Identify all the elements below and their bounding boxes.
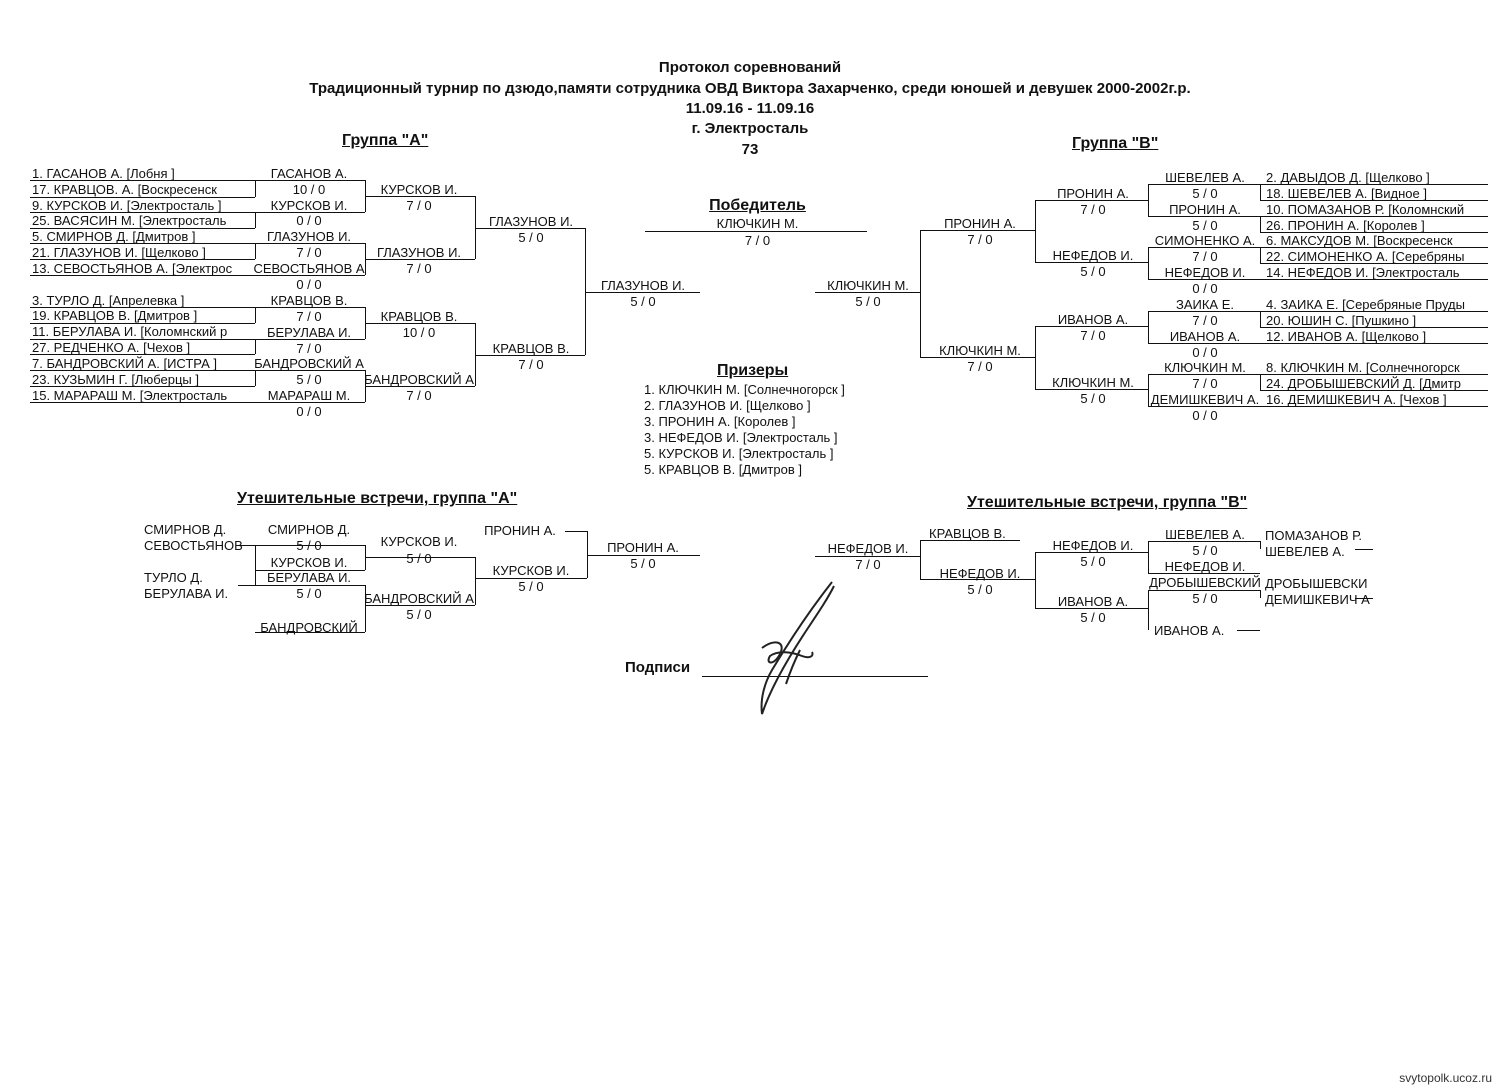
- match-score: 5 / 0: [1192, 218, 1218, 233]
- participant: 20. ЮШИН С. [Пушкино ]: [1266, 313, 1417, 328]
- match-score: 5 / 0: [967, 582, 993, 597]
- group-b-title: Группа "В": [1072, 135, 1159, 152]
- participant: 22. СИМОНЕНКО А. [Серебряны: [1266, 249, 1465, 264]
- match-score: 7 / 0: [1192, 376, 1218, 391]
- participant: 2. ДАВЫДОВ Д. [Щелково ]: [1266, 170, 1430, 185]
- match-winner: КЛЮЧКИН М.: [1164, 360, 1246, 375]
- match-winner: ГЛАЗУНОВ И.: [488, 214, 574, 229]
- weight-category: 73: [741, 141, 759, 158]
- match-score: 5 / 0: [1080, 610, 1106, 625]
- match-winner: БЕРУЛАВА И.: [266, 325, 352, 340]
- match-winner: ИВАНОВ А.: [1057, 594, 1129, 609]
- participant: 18. ШЕВЕЛЕВ А. [Видное ]: [1266, 186, 1427, 201]
- match-score: 0 / 0: [1192, 345, 1218, 360]
- match-winner: ПРОНИН А.: [1057, 186, 1129, 201]
- match-winner: КУРСКОВ И.: [492, 563, 570, 578]
- participant: 19. КРАВЦОВ В. [Дмитров ]: [32, 308, 198, 323]
- consolation-b-winner: НЕФЕДОВ И.: [827, 541, 909, 556]
- participant: 6. МАКСУДОВ М. [Воскресенск: [1266, 233, 1453, 248]
- participant: 4. ЗАИКА Е. [Серебряные Пруды: [1266, 297, 1465, 312]
- match-winner: БАНДРОВСКИЙ: [260, 620, 358, 635]
- match-winner: СИМОНЕНКО А.: [1154, 233, 1256, 248]
- match-score: 5 / 0: [518, 579, 544, 594]
- participant: ПОМАЗАНОВ Р.: [1265, 528, 1362, 543]
- match-score: 0 / 0: [296, 277, 322, 292]
- match-winner: ПРОНИН А.: [944, 216, 1016, 231]
- consolation-b-title: Утешительные встречи, группа "В": [967, 494, 1248, 511]
- protocol-title: Протокол соревнований: [658, 59, 842, 76]
- participant: ШЕВЕЛЕВ А.: [1265, 544, 1345, 559]
- tournament-city: г. Электросталь: [691, 120, 809, 137]
- match-winner: КУРСКОВ И.: [380, 534, 458, 549]
- participant: 21. ГЛАЗУНОВ И. [Щелково ]: [32, 245, 206, 260]
- match-winner: КРАВЦОВ В.: [929, 526, 1006, 541]
- participant: 23. КУЗЬМИН Г. [Люберцы ]: [32, 372, 199, 387]
- match-score: 7 / 0: [1192, 313, 1218, 328]
- match-winner: БАНДРОВСКИЙ А: [364, 372, 474, 387]
- participant: 12. ИВАНОВ А. [Щелково ]: [1266, 329, 1427, 344]
- winner-score: 7 / 0: [744, 233, 771, 248]
- participant: 13. СЕВОСТЬЯНОВ А. [Электрос: [32, 261, 233, 276]
- prize-item: 3. НЕФЕДОВ И. [Электросталь ]: [644, 430, 838, 445]
- match-winner: МАРАРАШ М.: [267, 388, 351, 403]
- match-winner: ЗАИКА Е.: [1175, 297, 1234, 312]
- match-winner: ШЕВЕЛЕВ А.: [1165, 527, 1245, 542]
- match-winner: ГЛАЗУНОВ И.: [266, 229, 352, 244]
- participant: 15. МАРАРАШ М. [Электросталь: [32, 388, 228, 403]
- match-winner: БАНДРОВСКИЙ А: [364, 591, 474, 606]
- participant: 11. БЕРУЛАВА И. [Коломнский р: [32, 324, 228, 339]
- consolation-b-score: 7 / 0: [855, 557, 881, 572]
- participant: 5. СМИРНОВ Д. [Дмитров ]: [32, 229, 196, 244]
- watermark: svytopolk.ucoz.ru: [1399, 1071, 1492, 1085]
- participant: 8. КЛЮЧКИН М. [Солнечногорск: [1266, 360, 1460, 375]
- match-score: 5 / 0: [1080, 554, 1106, 569]
- tournament-dates: 11.09.16 - 11.09.16: [685, 100, 815, 117]
- match-score: 7 / 0: [406, 388, 432, 403]
- match-winner: СЕВОСТЬЯНОВ А: [253, 261, 365, 276]
- match-score: 10 / 0: [292, 182, 326, 197]
- match-score: 5 / 0: [296, 372, 322, 387]
- prize-item: 1. КЛЮЧКИН М. [Солнечногорск ]: [644, 382, 845, 397]
- participant: СЕВОСТЬЯНОВ: [144, 538, 243, 553]
- participant: 3. ТУРЛО Д. [Апрелевка ]: [32, 293, 185, 308]
- match-winner: КЛЮЧКИН М.: [1052, 375, 1134, 390]
- match-score: 5 / 0: [1192, 543, 1218, 558]
- match-winner: ПРОНИН А.: [484, 523, 556, 538]
- match-score: 0 / 0: [296, 404, 322, 419]
- participant: ДЕМИШКЕВИЧ А: [1265, 592, 1370, 607]
- prize-item: 5. КУРСКОВ И. [Электросталь ]: [644, 446, 834, 461]
- participant: ДРОБЫШЕВСКИ: [1265, 576, 1368, 591]
- match-score: 5 / 0: [1192, 186, 1218, 201]
- participant: ТУРЛО Д.: [144, 570, 203, 585]
- prizes-title: Призеры: [717, 362, 789, 379]
- participant: 16. ДЕМИШКЕВИЧ А. [Чехов ]: [1266, 392, 1447, 407]
- match-winner: ГЛАЗУНОВ И.: [376, 245, 462, 260]
- match-winner: ИВАНОВ А.: [1154, 623, 1225, 638]
- match-winner: КУРСКОВ И.: [270, 198, 348, 213]
- match-score: 10 / 0: [402, 325, 436, 340]
- match-score: 7 / 0: [406, 198, 432, 213]
- participant: 10. ПОМАЗАНОВ Р. [Коломнский: [1266, 202, 1465, 217]
- participant: 1. ГАСАНОВ А. [Лобня ]: [32, 166, 175, 181]
- match-score: 7 / 0: [967, 232, 993, 247]
- match-winner: БАНДРОВСКИЙ А: [254, 356, 364, 371]
- match-winner: БЕРУЛАВА И.: [266, 570, 352, 585]
- match-winner: КРАВЦОВ В.: [492, 341, 570, 356]
- match-winner: ШЕВЕЛЕВ А.: [1165, 170, 1245, 185]
- match-winner: СМИРНОВ Д.: [267, 522, 351, 537]
- participant: 26. ПРОНИН А. [Королев ]: [1266, 218, 1425, 233]
- match-score: 5 / 0: [296, 538, 322, 553]
- match-winner: ИВАНОВ А.: [1057, 312, 1129, 327]
- match-score: 7 / 0: [296, 341, 322, 356]
- match-winner: ГАСАНОВ А.: [270, 166, 348, 181]
- match-winner: НЕФЕДОВ И.: [939, 566, 1021, 581]
- match-score: 7 / 0: [296, 309, 322, 324]
- group-a-title: Группа "А": [342, 132, 429, 149]
- group-a-finalist: ГЛАЗУНОВ И.: [600, 278, 686, 293]
- prize-item: 3. ПРОНИН А. [Королев ]: [644, 414, 796, 429]
- match-score: 5 / 0: [406, 607, 432, 622]
- match-winner: НЕФЕДОВ И.: [1164, 265, 1246, 280]
- group-b-finalist: КЛЮЧКИН М.: [827, 278, 909, 293]
- match-winner: НЕФЕДОВ И.: [1052, 248, 1134, 263]
- participant: 14. НЕФЕДОВ И. [Электросталь: [1266, 265, 1460, 280]
- group-a-final-score: 5 / 0: [630, 294, 656, 309]
- match-winner: НЕФЕДОВ И.: [1164, 559, 1246, 574]
- match-score: 7 / 0: [1192, 249, 1218, 264]
- match-score: 0 / 0: [1192, 408, 1218, 423]
- consolation-a-score: 5 / 0: [630, 556, 656, 571]
- match-winner: КРАВЦОВ В.: [270, 293, 348, 308]
- tournament-name: Традиционный турнир по дзюдо,памяти сотрудника ОВД Виктора Захарченко, среди юношей и девушек 2000-2002г.р.: [309, 80, 1191, 97]
- prize-item: 5. КРАВЦОВ В. [Дмитров ]: [644, 462, 802, 477]
- group-b-final-score: 5 / 0: [855, 294, 881, 309]
- participant: 24. ДРОБЫШЕВСКИЙ Д. [Дмитр: [1266, 376, 1461, 391]
- match-winner: КУРСКОВ И.: [380, 182, 458, 197]
- match-winner: КРАВЦОВ В.: [380, 309, 458, 324]
- participant: БЕРУЛАВА И.: [144, 586, 229, 601]
- participant: 17. КРАВЦОВ. А. [Воскресенск: [32, 182, 217, 197]
- match-winner: ИВАНОВ А.: [1169, 329, 1241, 344]
- participant: 7. БАНДРОВСКИЙ А. [ИСТРА ]: [32, 356, 218, 371]
- prize-item: 2. ГЛАЗУНОВ И. [Щелково ]: [644, 398, 811, 413]
- match-winner: ДЕМИШКЕВИЧ А.: [1150, 392, 1260, 407]
- winner-name: КЛЮЧКИН М.: [716, 216, 799, 231]
- participant: 27. РЕДЧЕНКО А. [Чехов ]: [32, 340, 191, 355]
- match-winner: КУРСКОВ И.: [270, 555, 348, 570]
- match-score: 5 / 0: [518, 230, 544, 245]
- match-score: 5 / 0: [1192, 591, 1218, 606]
- match-score: 7 / 0: [518, 357, 544, 372]
- signature-label: Подписи: [625, 659, 691, 676]
- participant: 25. ВАСЯСИН М. [Электросталь: [32, 213, 227, 228]
- winner-title: Победитель: [709, 197, 806, 214]
- participant: 9. КУРСКОВ И. [Электросталь ]: [32, 198, 222, 213]
- match-score: 5 / 0: [1080, 391, 1106, 406]
- match-winner: НЕФЕДОВ И.: [1052, 538, 1134, 553]
- match-winner: ПРОНИН А.: [1169, 202, 1241, 217]
- match-score: 7 / 0: [967, 359, 993, 374]
- match-score: 7 / 0: [406, 261, 432, 276]
- match-score: 7 / 0: [1080, 202, 1106, 217]
- handwritten-signature: [740, 580, 850, 720]
- participant: СМИРНОВ Д.: [144, 522, 227, 537]
- match-score: 5 / 0: [296, 586, 322, 601]
- match-score: 0 / 0: [1192, 281, 1218, 296]
- match-score: 0 / 0: [296, 213, 322, 228]
- match-score: 5 / 0: [406, 551, 432, 566]
- consolation-a-title: Утешительные встречи, группа "А": [237, 490, 518, 507]
- match-score: 7 / 0: [1080, 328, 1106, 343]
- match-score: 5 / 0: [1080, 264, 1106, 279]
- match-winner: КЛЮЧКИН М.: [939, 343, 1021, 358]
- match-winner: ДРОБЫШЕВСКИЙ: [1149, 575, 1261, 590]
- consolation-a-winner: ПРОНИН А.: [607, 540, 679, 555]
- match-score: 7 / 0: [296, 245, 322, 260]
